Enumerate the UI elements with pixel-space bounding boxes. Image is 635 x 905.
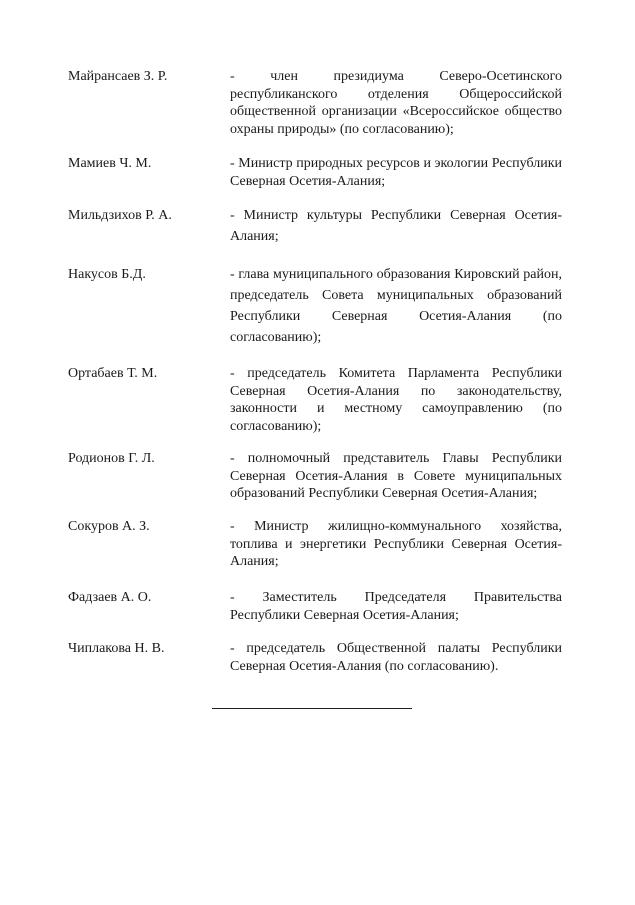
member-role: - председатель Комитета Парламента Республики Северная Осетия-Алания по законодательству, законности и местному самоуправлению (по согласованию); [230, 366, 562, 434]
member-name: Майрансаев З. Р. [68, 69, 168, 84]
member-role: - председатель Общественной палаты Республики Северная Осетия-Алания (по согласованию). [230, 641, 562, 674]
member-entry-9 [68, 640, 562, 675]
member-name: Родионов Г. Л. [68, 451, 155, 466]
closing-divider [212, 708, 412, 709]
member-role: - Министр культуры Республики Северная Осетия-Алания; [230, 208, 562, 244]
member-role: - член президиума Северо-Осетинского республиканского отделения Общероссийской общественной организации «Всероссийское общество охраны природы» (по согласованию); [230, 69, 562, 137]
member-entry-6 [68, 450, 562, 503]
member-entry-1 [68, 68, 562, 138]
member-entry-3 [68, 205, 562, 247]
member-entry-7 [68, 518, 562, 571]
member-role: - полномочный представитель Главы Республики Северная Осетия-Алания в Совете муниципальных образований Республики Северная Осетия-Алания; [230, 451, 562, 501]
member-name: Фадзаев А. О. [68, 590, 152, 605]
member-name: Мамиев Ч. М. [68, 156, 152, 171]
member-entry-2 [68, 155, 562, 190]
member-name: Мильдзихов Р. А. [68, 208, 172, 223]
member-name: Накусов Б.Д. [68, 267, 146, 282]
member-role: - глава муниципального образования Кировский район, председатель Совета муниципальных образований Республики Северная Осетия-Алания (по согласованию); [230, 267, 562, 345]
member-entry-5 [68, 365, 562, 435]
member-role: - Заместитель Председателя Правительства Республики Северная Осетия-Алания; [230, 590, 562, 623]
member-name: Чиплакова Н. В. [68, 641, 165, 656]
member-name: Ортабаев Т. М. [68, 366, 158, 381]
member-role: - Министр природных ресурсов и экологии Республики Северная Осетия-Алания; [230, 156, 562, 189]
member-role: - Министр жилищно-коммунального хозяйства, топлива и энергетики Республики Северная Осетия-Алания; [230, 519, 562, 569]
member-entry-8 [68, 589, 562, 624]
member-entry-4 [68, 264, 562, 348]
member-name: Сокуров А. З. [68, 519, 150, 534]
